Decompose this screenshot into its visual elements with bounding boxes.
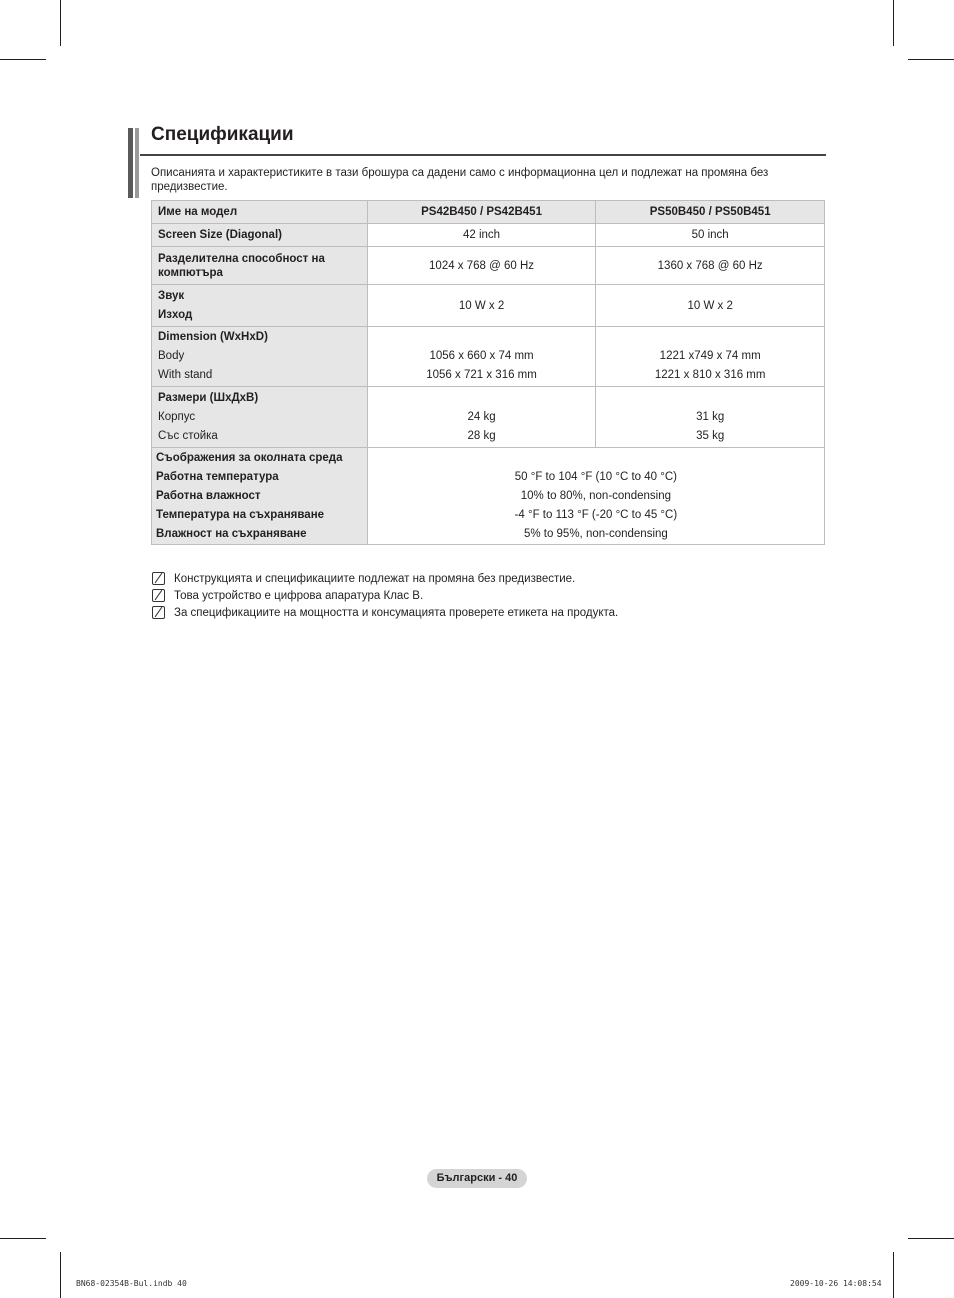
weight-stand-value-1: 28 kg [467, 429, 496, 442]
env-row-label: Работна влажност [156, 489, 261, 502]
environment-values [367, 448, 824, 545]
crop-mark [908, 1238, 954, 1239]
header-model-label: Име на модел [152, 201, 368, 224]
weight-label [152, 387, 368, 448]
intro-text: Описанията и характеристиките в тази брошура са дадени само с информационна цел и подлежат на промяна без предизвестие. [151, 167, 769, 193]
dimension-body-label: Body [158, 350, 185, 362]
weight-stand-value-2: 35 kg [696, 429, 725, 442]
note-icon [152, 589, 165, 602]
sound-value-2: 10 W x 2 [596, 285, 825, 327]
note-text: Това устройство е цифрова апаратура Клас B. [174, 589, 424, 602]
sound-label [152, 285, 368, 327]
dimension-body-value-2: 1221 x749 x 74 mm [659, 350, 761, 362]
resolution-label: Разделителна способност на компютъра [152, 247, 368, 285]
table-row [152, 247, 825, 285]
env-row-value: 50 °F to 104 °F (10 °C to 40 °C) [514, 470, 677, 483]
crop-mark [60, 0, 61, 46]
list-item [152, 570, 618, 587]
weight-body-value-1: 24 kg [467, 410, 496, 423]
screen-size-label: Screen Size (Diagonal) [152, 224, 368, 247]
table-row [152, 387, 825, 448]
crop-mark [0, 59, 46, 60]
page-title: Спецификации [151, 124, 294, 145]
dimension-stand-value-1: 1056 x 721 x 316 mm [426, 369, 537, 381]
env-row-value: 5% to 95%, non-condensing [523, 527, 668, 540]
table-row [152, 285, 825, 327]
environment-title: Съображения за околната среда [156, 451, 343, 464]
list-item [152, 604, 618, 621]
weight-title: Размери (ШхДхВ) [158, 391, 259, 404]
crop-mark [0, 1238, 46, 1239]
note-icon [152, 572, 165, 585]
weight-values-2 [596, 387, 825, 448]
table-row [152, 327, 825, 387]
dimension-values-1 [367, 327, 596, 387]
crop-mark [60, 1252, 61, 1298]
environment-label [152, 448, 368, 545]
env-row-label: Влажност на съхраняване [156, 527, 307, 540]
weight-values-1 [367, 387, 596, 448]
crop-mark [908, 59, 954, 60]
note-text: За спецификациите на мощността и консумацията проверете етикета на продукта. [174, 606, 619, 619]
dimension-values-2 [596, 327, 825, 387]
list-item [152, 587, 618, 604]
page-number-badge: Български - 40 [427, 1169, 527, 1188]
dimension-label [152, 327, 368, 387]
env-row-label: Работна температура [156, 470, 279, 483]
dimension-body-value-1: 1056 x 660 x 74 mm [429, 350, 534, 362]
footer-file-info: BN68-02354B-Bul.indb 40 [76, 1279, 187, 1288]
crop-mark [893, 1252, 894, 1298]
note-text: Конструкцията и спецификациите подлежат на промяна без предизвестие. [174, 572, 576, 585]
header-model-2: PS50B450 / PS50B451 [596, 201, 825, 224]
screen-size-value-1: 42 inch [367, 224, 596, 247]
weight-body-label: Корпус [158, 410, 196, 423]
dimension-stand-value-2: 1221 x 810 x 316 mm [654, 369, 766, 381]
dimension-stand-label: With stand [158, 369, 213, 381]
title-divider [140, 154, 826, 156]
title-accent-bar [128, 128, 133, 198]
notes-list [152, 570, 618, 621]
sound-value-1: 10 W x 2 [367, 285, 596, 327]
header-model-1: PS42B450 / PS42B451 [367, 201, 596, 224]
sound-output-label: Изход [158, 308, 193, 321]
title-accent-bar [135, 128, 139, 198]
table-row [152, 201, 825, 224]
screen-size-value-2: 50 inch [596, 224, 825, 247]
crop-mark [893, 0, 894, 46]
resolution-value-1: 1024 x 768 @ 60 Hz [367, 247, 596, 285]
sound-label-line: Звук [158, 289, 185, 302]
table-row [152, 448, 825, 545]
env-row-value: 10% to 80%, non-condensing [520, 489, 671, 502]
note-icon [152, 606, 165, 619]
footer-timestamp: 2009-10-26 14:08:54 [790, 1279, 882, 1288]
table-row [152, 224, 825, 247]
resolution-value-2: 1360 x 768 @ 60 Hz [596, 247, 825, 285]
weight-body-value-2: 31 kg [696, 410, 725, 423]
weight-stand-label: Със стойка [158, 429, 218, 442]
dimension-title: Dimension (WxHxD) [158, 331, 268, 343]
spec-table [151, 200, 825, 545]
env-row-label: Температура на съхраняване [156, 508, 325, 521]
env-row-value: -4 °F to 113 °F (-20 °C to 45 °C) [514, 508, 678, 521]
